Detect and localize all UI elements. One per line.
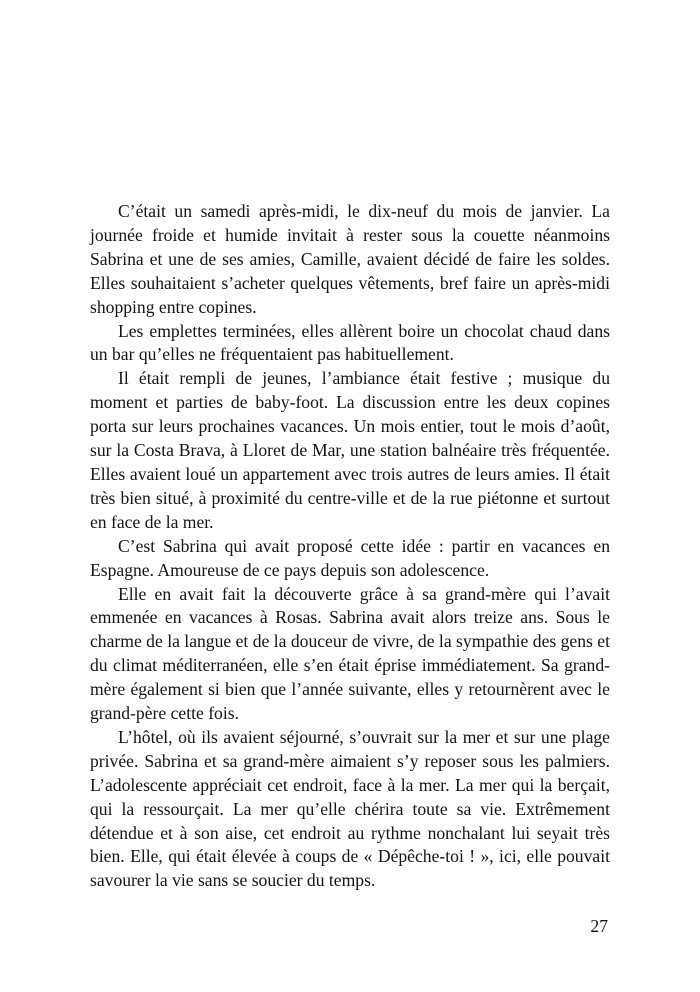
body-text: [90, 200, 610, 893]
paragraph-4: C’est Sabrina qui avait proposé cette idée : partir en vacances en Espagne. Amoureuse de ce pays depuis son adolescence.: [90, 535, 610, 580]
paragraph-6: L’hôtel, où ils avaient séjourné, s’ouvrait sur la mer et sur une plage privée. Sabrina et sa grand-mère aimaient s’y reposer sous les palmiers. L’adolescente appréciait cet endroit, face à la mer. La mer qui la berçait, qui la ressourçait. La mer qu’elle chérira toute sa vie. Extrêmement détendue et à son aise, cet endroit au rythme nonchalant lui seyait très bien. Elle, qui était élevée à coups de « Dépêche-toi ! », ici, elle pouvait savourer la vie sans se soucier du temps.: [90, 726, 610, 891]
paragraph-1: C’était un samedi après-midi, le dix-neuf du mois de janvier. La journée froide et humide invitait à rester sous la couette néanmoins Sabrina et une de ses amies, Camille, avaient décidé de faire les soldes. Elles souhaitaient s’acheter quelques vêtements, bref faire un après-midi shopping entre copines.: [90, 201, 610, 317]
paragraph-3: Il était rempli de jeunes, l’ambiance était festive ; musique du moment et parties de baby-foot. La discussion entre les deux copines porta sur leurs prochaines vacances. Un mois entier, tout le mois d’août, sur la Costa Brava, à Lloret de Mar, une station balnéaire très fréquentée. Elles avaient loué un appartement avec trois autres de leurs amies. Il était très bien situé, à proximité du centre-ville et de la rue piétonne et surtout en face de la mer.: [90, 368, 610, 532]
paragraph-5: Elle en avait fait la découverte grâce à sa grand-mère qui l’avait emmenée en vacances à Rosas. Sabrina avait alors treize ans. Sous le charme de la langue et de la douceur de vivre, de la sympathie des gens et du climat méditerranéen, elle s’en était éprise immédiatement. Sa grand-mère également si bien que l’année suivante, elles y retournèrent avec le grand-père cette fois.: [90, 583, 610, 724]
page-number: 27: [590, 916, 608, 936]
paragraph-2: Les emplettes terminées, elles allèrent boire un chocolat chaud dans un bar qu’elles ne fréquentaient pas habituellement.: [90, 320, 610, 365]
